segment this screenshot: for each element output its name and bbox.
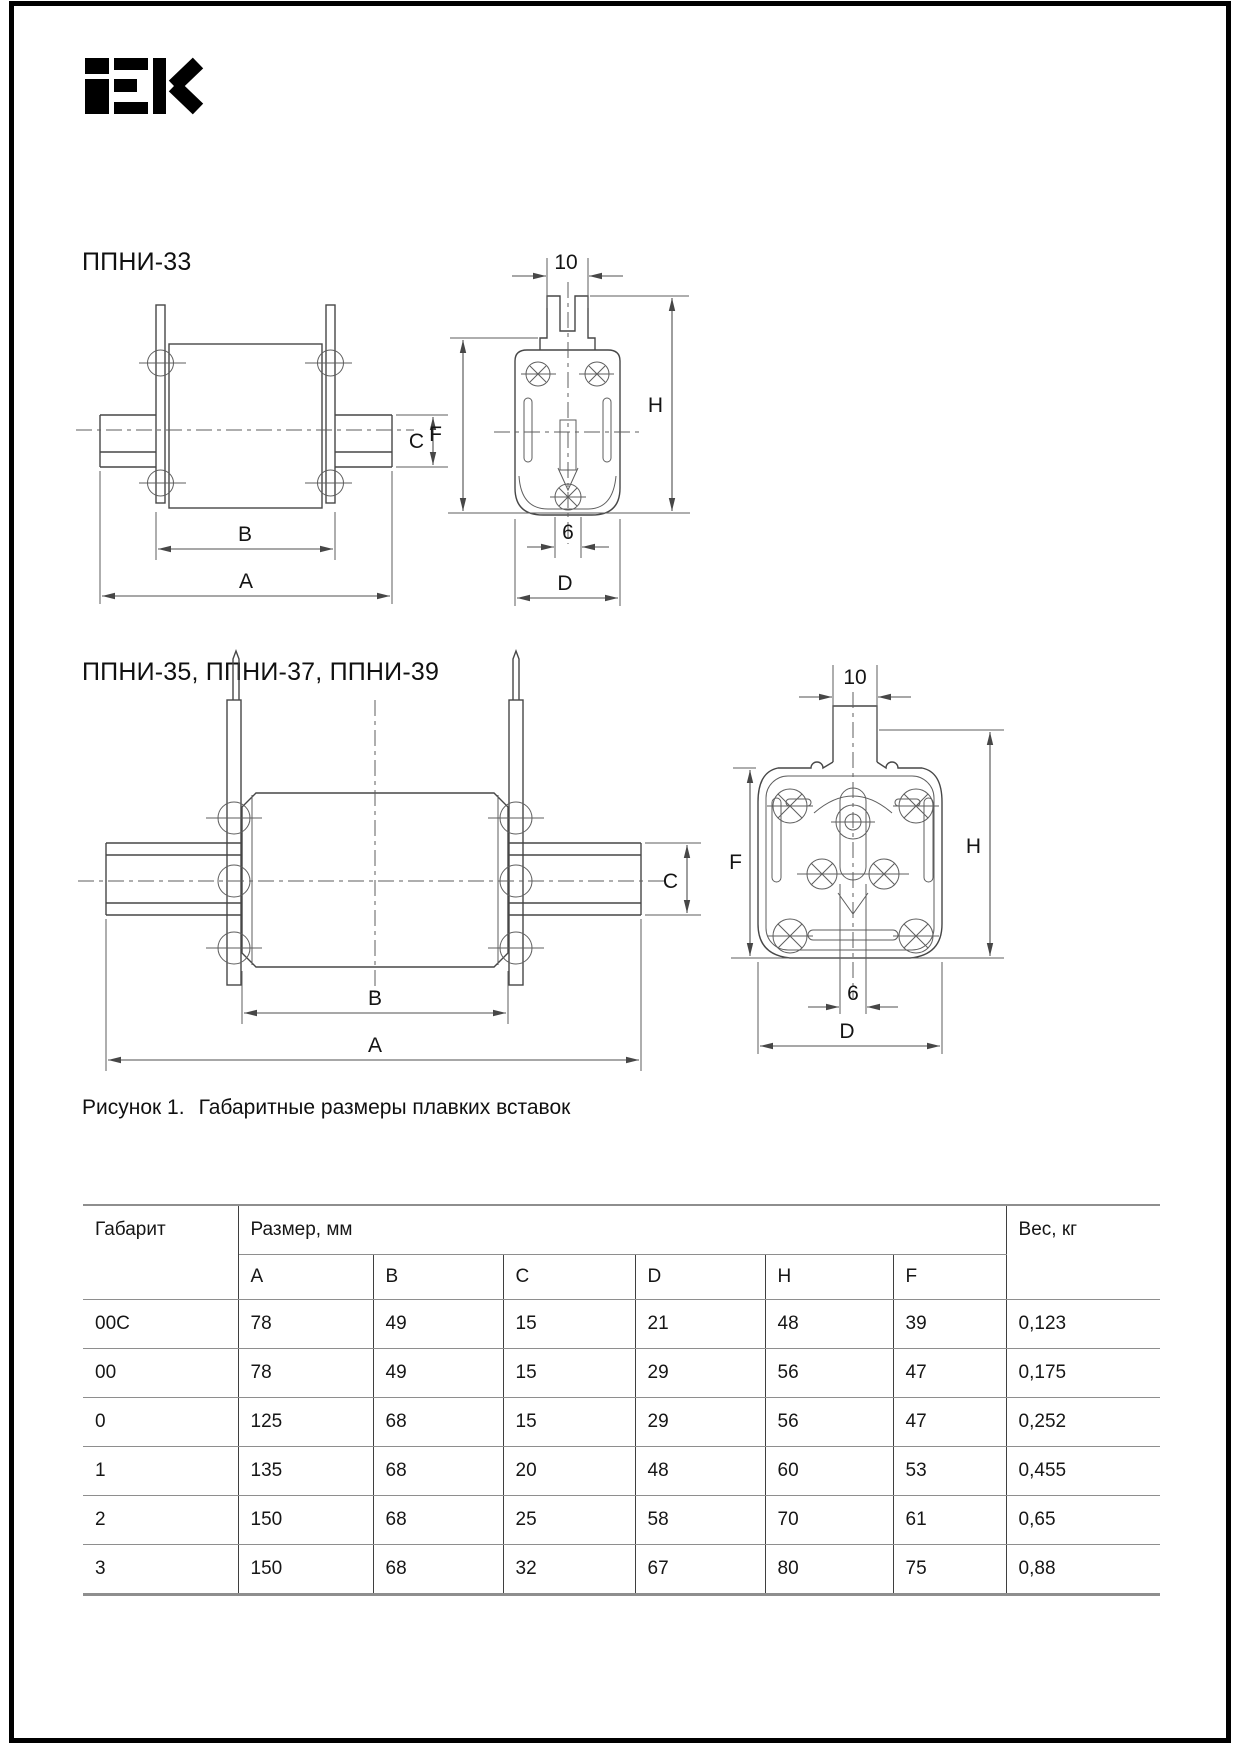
dim-label-a-side2: A bbox=[367, 1034, 383, 1057]
table-row bbox=[83, 1349, 1160, 1398]
cell-f: 53 bbox=[893, 1447, 1006, 1496]
cell-h: 48 bbox=[765, 1300, 893, 1349]
cell-d: 29 bbox=[635, 1398, 765, 1447]
table-row bbox=[83, 1496, 1160, 1545]
header-col-h: H bbox=[765, 1255, 893, 1300]
dim-label-10-front1: 10 bbox=[554, 251, 578, 274]
dim-label-c-side1: C bbox=[408, 430, 424, 453]
dim-label-c-side2: C bbox=[662, 870, 678, 893]
cell-h: 56 bbox=[765, 1398, 893, 1447]
dim-label-10-front2: 10 bbox=[843, 666, 867, 689]
cell-c: 15 bbox=[503, 1300, 635, 1349]
cell-c: 15 bbox=[503, 1398, 635, 1447]
dim-label-f-front2: F bbox=[729, 851, 742, 874]
cell-c: 25 bbox=[503, 1496, 635, 1545]
cell-f: 47 bbox=[893, 1398, 1006, 1447]
dim-label-d-front1: D bbox=[557, 572, 573, 595]
cell-gabarit: 2 bbox=[83, 1496, 238, 1545]
cell-f: 39 bbox=[893, 1300, 1006, 1349]
header-col-c: C bbox=[503, 1255, 635, 1300]
dimensions-table bbox=[83, 1204, 1160, 1596]
ppni35-front-dims bbox=[729, 665, 1004, 1054]
drawing1-title: ППНИ-33 bbox=[82, 248, 192, 276]
cell-h: 80 bbox=[765, 1545, 893, 1595]
header-col-b: B bbox=[373, 1255, 503, 1300]
cell-a: 135 bbox=[238, 1447, 373, 1496]
dim-label-d-front2: D bbox=[839, 1020, 855, 1043]
cell-weight: 0,175 bbox=[1006, 1349, 1160, 1398]
cell-c: 20 bbox=[503, 1447, 635, 1496]
cell-a: 125 bbox=[238, 1398, 373, 1447]
cell-a: 150 bbox=[238, 1496, 373, 1545]
cell-d: 48 bbox=[635, 1447, 765, 1496]
ppni33-side-view bbox=[76, 305, 414, 508]
ppni33-side-dims bbox=[100, 415, 448, 604]
dim-label-h-front1: H bbox=[647, 394, 663, 417]
table-row bbox=[83, 1447, 1160, 1496]
table-header-row-2 bbox=[83, 1255, 1160, 1300]
cell-b: 68 bbox=[373, 1496, 503, 1545]
cell-b: 68 bbox=[373, 1447, 503, 1496]
figure-caption-number: Рисунок 1. bbox=[82, 1096, 185, 1119]
figure-caption-text: Габаритные размеры плавких вставок bbox=[198, 1096, 571, 1119]
ppni35-front-view bbox=[758, 692, 942, 998]
cell-b: 49 bbox=[373, 1349, 503, 1398]
cell-f: 47 bbox=[893, 1349, 1006, 1398]
table-row bbox=[83, 1300, 1160, 1349]
dim-label-f-front1: F bbox=[429, 423, 442, 446]
cell-b: 49 bbox=[373, 1300, 503, 1349]
cell-weight: 0,123 bbox=[1006, 1300, 1160, 1349]
cell-d: 21 bbox=[635, 1300, 765, 1349]
cell-gabarit: 1 bbox=[83, 1447, 238, 1496]
cell-a: 150 bbox=[238, 1545, 373, 1595]
drawing2-title: ППНИ-35, ППНИ-37, ППНИ-39 bbox=[82, 658, 440, 686]
dim-label-b-side2: B bbox=[367, 987, 383, 1010]
cell-c: 32 bbox=[503, 1545, 635, 1595]
dim-label-6-front2: 6 bbox=[847, 982, 859, 1005]
cell-gabarit: 00C bbox=[83, 1300, 238, 1349]
cell-c: 15 bbox=[503, 1349, 635, 1398]
cell-d: 58 bbox=[635, 1496, 765, 1545]
header-gabarit: Габарит bbox=[83, 1205, 238, 1300]
dim-label-h-front2: H bbox=[965, 835, 981, 858]
cell-b: 68 bbox=[373, 1545, 503, 1595]
table-row bbox=[83, 1398, 1160, 1447]
cell-weight: 0,88 bbox=[1006, 1545, 1160, 1595]
header-col-d: D bbox=[635, 1255, 765, 1300]
cell-gabarit: 3 bbox=[83, 1545, 238, 1595]
header-col-a: A bbox=[238, 1255, 373, 1300]
ppni35-side-dims bbox=[106, 843, 701, 1071]
table-row bbox=[83, 1545, 1160, 1595]
ppni33-front-view bbox=[494, 282, 642, 544]
cell-f: 75 bbox=[893, 1545, 1006, 1595]
cell-d: 67 bbox=[635, 1545, 765, 1595]
cell-h: 56 bbox=[765, 1349, 893, 1398]
table-header-row-1 bbox=[83, 1205, 1160, 1255]
dim-label-6-front1: 6 bbox=[562, 521, 574, 544]
cell-a: 78 bbox=[238, 1349, 373, 1398]
dim-label-a-side1: A bbox=[238, 570, 254, 593]
cell-gabarit: 00 bbox=[83, 1349, 238, 1398]
header-col-f: F bbox=[893, 1255, 1006, 1300]
dim-label-b-side1: B bbox=[237, 523, 253, 546]
cell-weight: 0,455 bbox=[1006, 1447, 1160, 1496]
cell-weight: 0,65 bbox=[1006, 1496, 1160, 1545]
cell-h: 60 bbox=[765, 1447, 893, 1496]
cell-b: 68 bbox=[373, 1398, 503, 1447]
cell-d: 29 bbox=[635, 1349, 765, 1398]
cell-gabarit: 0 bbox=[83, 1398, 238, 1447]
header-weight: Вес, кг bbox=[1006, 1205, 1160, 1300]
header-size: Размер, мм bbox=[238, 1205, 1006, 1255]
figure-caption bbox=[82, 1096, 570, 1120]
cell-weight: 0,252 bbox=[1006, 1398, 1160, 1447]
cell-a: 78 bbox=[238, 1300, 373, 1349]
ppni35-side-view bbox=[78, 651, 668, 993]
cell-f: 61 bbox=[893, 1496, 1006, 1545]
cell-h: 70 bbox=[765, 1496, 893, 1545]
